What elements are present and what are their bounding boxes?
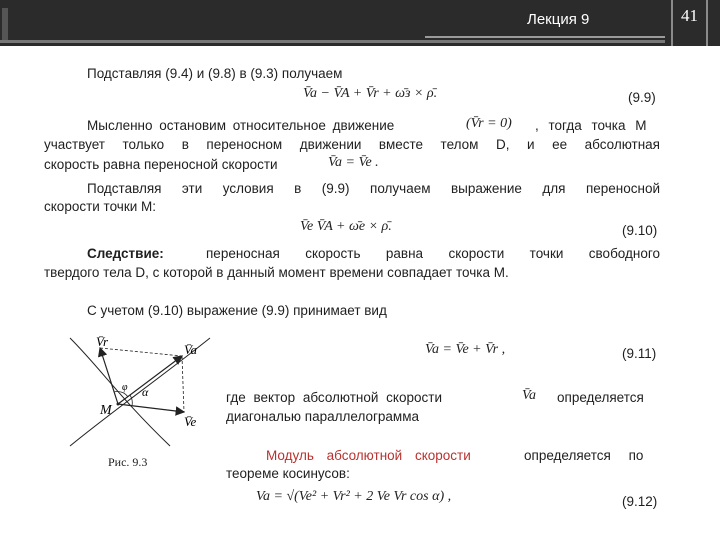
label-m: M: [100, 403, 112, 418]
text-line: С учетом (9.10) выражение (9.9) принимает вид: [87, 303, 387, 318]
equation-9-10: V̄e V̄A + ω̄e × ρ̄.: [300, 219, 392, 234]
equation-number: (9.11): [622, 346, 657, 361]
inline-formula: V̄a = V̄e .: [328, 155, 379, 170]
label-vr: V̄r: [96, 334, 109, 349]
text-line: теореме косинусов:: [226, 466, 350, 481]
text-line: скорость равна переносной скорости: [44, 157, 278, 172]
text-line: диагональю параллелограмма: [226, 409, 420, 424]
label-alpha: α: [142, 385, 149, 399]
corollary-label: Следствие:: [87, 246, 164, 261]
equation-9-11: V̄a = V̄e + V̄r ,: [425, 342, 506, 357]
text-line: где вектор абсолютной скорости: [226, 390, 442, 405]
vector-vr: [100, 348, 118, 404]
text-line: определяется по: [524, 448, 644, 463]
figure-velocity-parallelogram: [60, 328, 220, 448]
label-va: V̄a: [184, 342, 197, 357]
label-phi: φ: [122, 382, 128, 393]
equation-9-12: Va = √(Ve² + Vr² + 2 Ve Vr cos α) ,: [256, 489, 452, 504]
text-line: Мысленно остановим относительное движение: [87, 118, 395, 133]
text-line: скорости точки M:: [44, 199, 157, 214]
header-decoration: [0, 0, 720, 46]
slide-number: 41: [681, 6, 698, 25]
vector-ve: [118, 404, 184, 412]
equation-number: (9.10): [622, 223, 658, 238]
trajectory-curve: [70, 338, 170, 446]
text-line: Подставляя (9.4) и (9.8) в (9.3) получаем: [87, 66, 343, 81]
text-line: определяется: [557, 390, 644, 405]
equation-number: (9.12): [622, 494, 658, 509]
inline-formula: (V̄r = 0): [466, 116, 512, 131]
highlighted-text: Модуль абсолютной скорости: [266, 448, 471, 463]
equation-number: (9.9): [628, 90, 656, 105]
text-line: твердого тела D, с которой в данный момент времени совпадает точка M.: [44, 265, 509, 280]
lecture-title: Лекция 9: [527, 11, 590, 28]
equation-9-9: V̄a − V̄A + V̄r + ω̄з × ρ̄.: [303, 86, 438, 101]
text-line: Подставляя эти условия в (9.9) получаем выражение для переносной: [87, 181, 660, 196]
text-line: переносная скорость равна скорости точки свободного: [206, 246, 660, 261]
text-line: , тогда точка M: [535, 118, 647, 133]
slide-header: [0, 0, 720, 46]
figure-caption: Рис. 9.3: [108, 455, 148, 469]
text-line: участвует только в переносном движении вместе телом D, и ее абсолютная: [44, 137, 660, 152]
inline-formula: V̄a: [522, 388, 536, 403]
label-ve: V̄e: [184, 414, 197, 429]
